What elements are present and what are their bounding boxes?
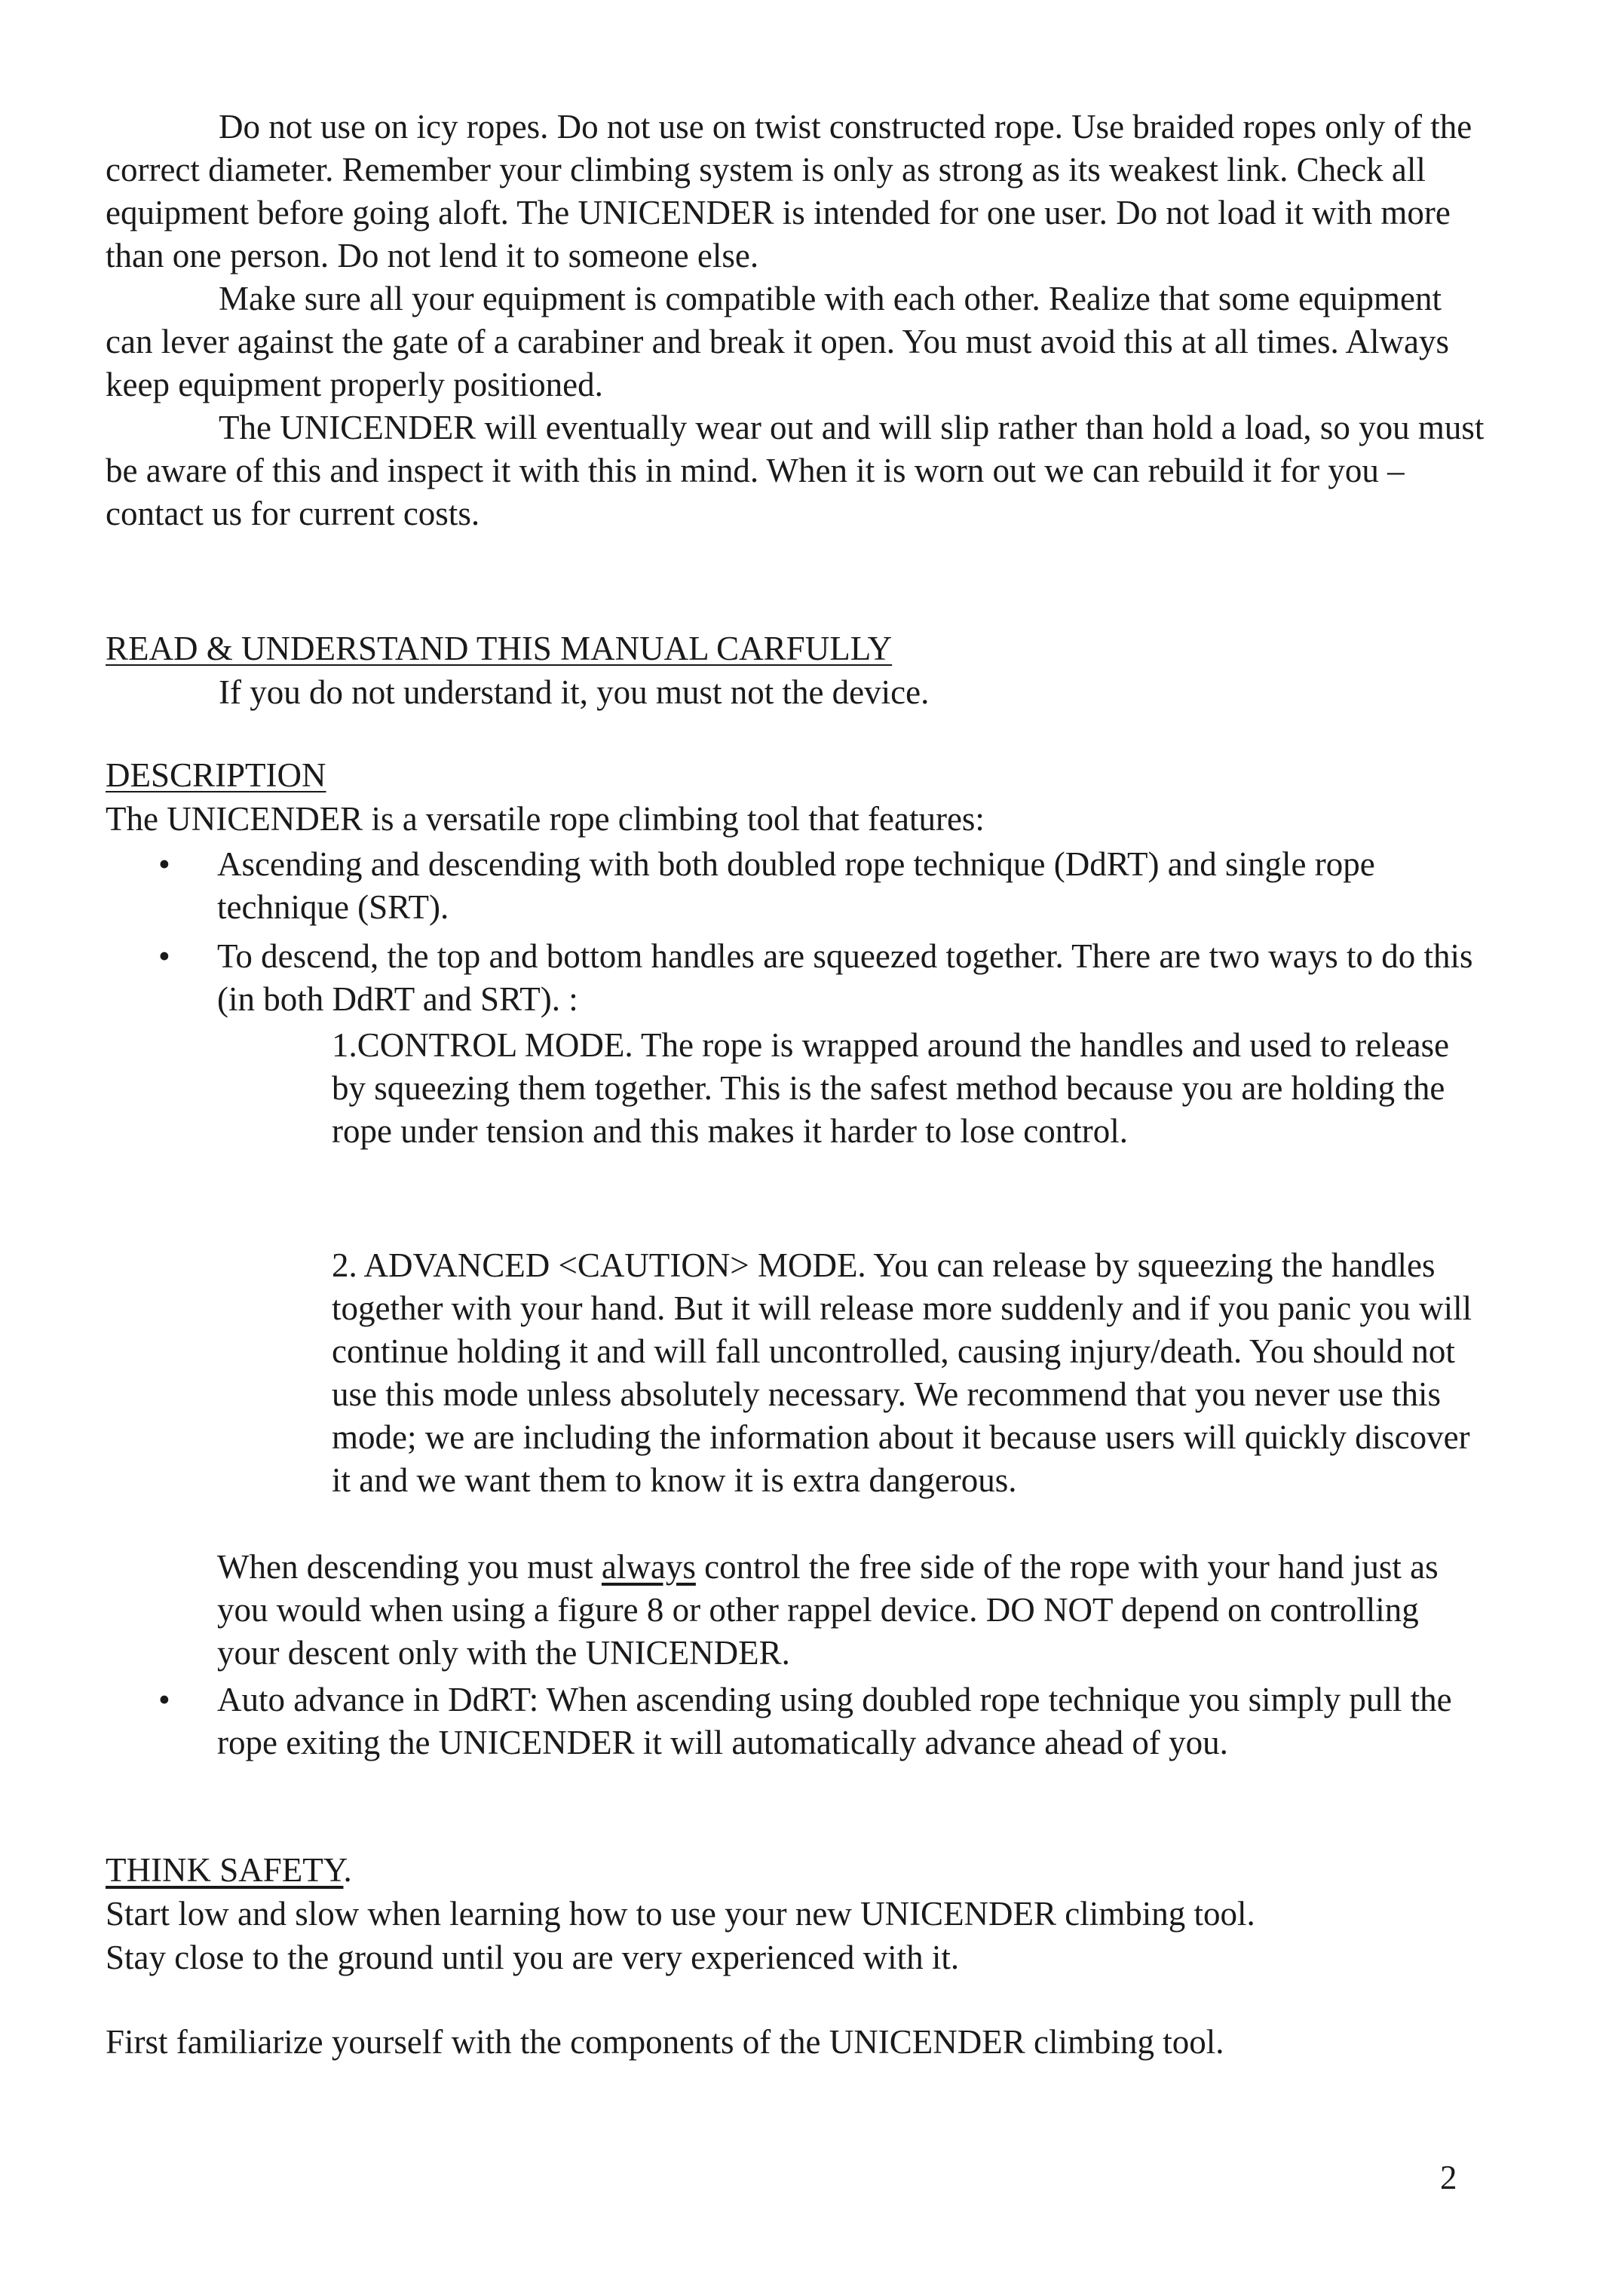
read-manual-text: If you do not understand it, you must not the device. bbox=[219, 673, 930, 711]
feature-bullet-2-text: To descend, the top and bottom handles are squeezed together. There are two ways to do this (in both DdRT and SRT). : bbox=[217, 937, 1473, 1018]
think-safety-heading: THINK SAFETY bbox=[106, 1851, 344, 1889]
bullet-icon: • bbox=[158, 845, 170, 883]
think-safety-heading-row bbox=[106, 1849, 352, 1892]
description-lead: The UNICENDER is a versatile rope climbing tool that features: bbox=[106, 800, 985, 838]
think-safety-heading-period: . bbox=[343, 1851, 352, 1889]
bullet-icon: • bbox=[158, 937, 170, 975]
bullet-icon: • bbox=[158, 1681, 170, 1718]
control-mode-text: 1.CONTROL MODE. The rope is wrapped around the handles and used to release by squeezing them together. This is the safest method because you are holding the rope under tension and this makes it harder to lose control. bbox=[332, 1026, 1450, 1150]
intro-paragraph-1: Do not use on icy ropes. Do not use on twist constructed rope. Use braided ropes only of the correct diameter. Remember your climbing system is only as strong as its weakest link. Check all equipment before going aloft. The UNICENDER is intended for one user. Do not load it with more than one person. Do not lend it to someone else. bbox=[106, 108, 1472, 274]
descend-warning bbox=[217, 1546, 1485, 1675]
feature-bullet-3 bbox=[158, 1678, 1485, 1764]
safety-line-3: First familiarize yourself with the components of the UNICENDER climbing tool. bbox=[106, 2023, 1224, 2061]
intro-paragraph-3: The UNICENDER will eventually wear out and will slip rather than hold a load, so you must be aware of this and inspect it with this in mind. When it is worn out we can rebuild it for you – contact us for current costs. bbox=[106, 409, 1485, 532]
safety-line-1: Start low and slow when learning how to use your new UNICENDER climbing tool. bbox=[106, 1895, 1255, 1933]
page-number: 2 bbox=[1440, 2159, 1457, 2196]
feature-bullet-3-text: Auto advance in DdRT: When ascending using doubled rope technique you simply pull the rope exiting the UNICENDER it will automatically advance ahead of you. bbox=[217, 1681, 1452, 1761]
feature-bullet-2 bbox=[158, 935, 1485, 1021]
read-manual-heading: READ & UNDERSTAND THIS MANUAL CARFULLY bbox=[106, 630, 893, 667]
intro-section bbox=[106, 106, 1485, 535]
descend-warning-post: control the free side of the rope with your hand just as you would when using a figure 8 or other rappel device. DO NOT depend on controlling your descent only with the UNICENDER. bbox=[217, 1548, 1439, 1672]
description-heading: DESCRIPTION bbox=[106, 756, 326, 794]
feature-bullet-1-text: Ascending and descending with both doubled rope technique (DdRT) and single rope technique (SRT). bbox=[217, 845, 1375, 926]
descend-warning-emphasis: always bbox=[601, 1548, 696, 1586]
feature-bullet-1 bbox=[158, 843, 1485, 929]
safety-line-2: Stay close to the ground until you are very experienced with it. bbox=[106, 1939, 960, 1976]
descend-warning-pre: When descending you must bbox=[217, 1548, 602, 1586]
advanced-mode-text: 2. ADVANCED <CAUTION> MODE. You can release by squeezing the handles together with your hand. But it will release more suddenly and if you panic you will continue holding it and will fall uncontrolled, causing injury/death. You should not use this mode unless absolutely necessary. We recommend that you never use this mode; we are including the information about it because users will quickly discover it and we want them to know it is extra dangerous. bbox=[332, 1246, 1472, 1499]
intro-paragraph-2: Make sure all your equipment is compatible with each other. Realize that some equipment can lever against the gate of a carabiner and break it open. You must avoid this at all times. Always keep equipment properly positioned. bbox=[106, 280, 1450, 403]
